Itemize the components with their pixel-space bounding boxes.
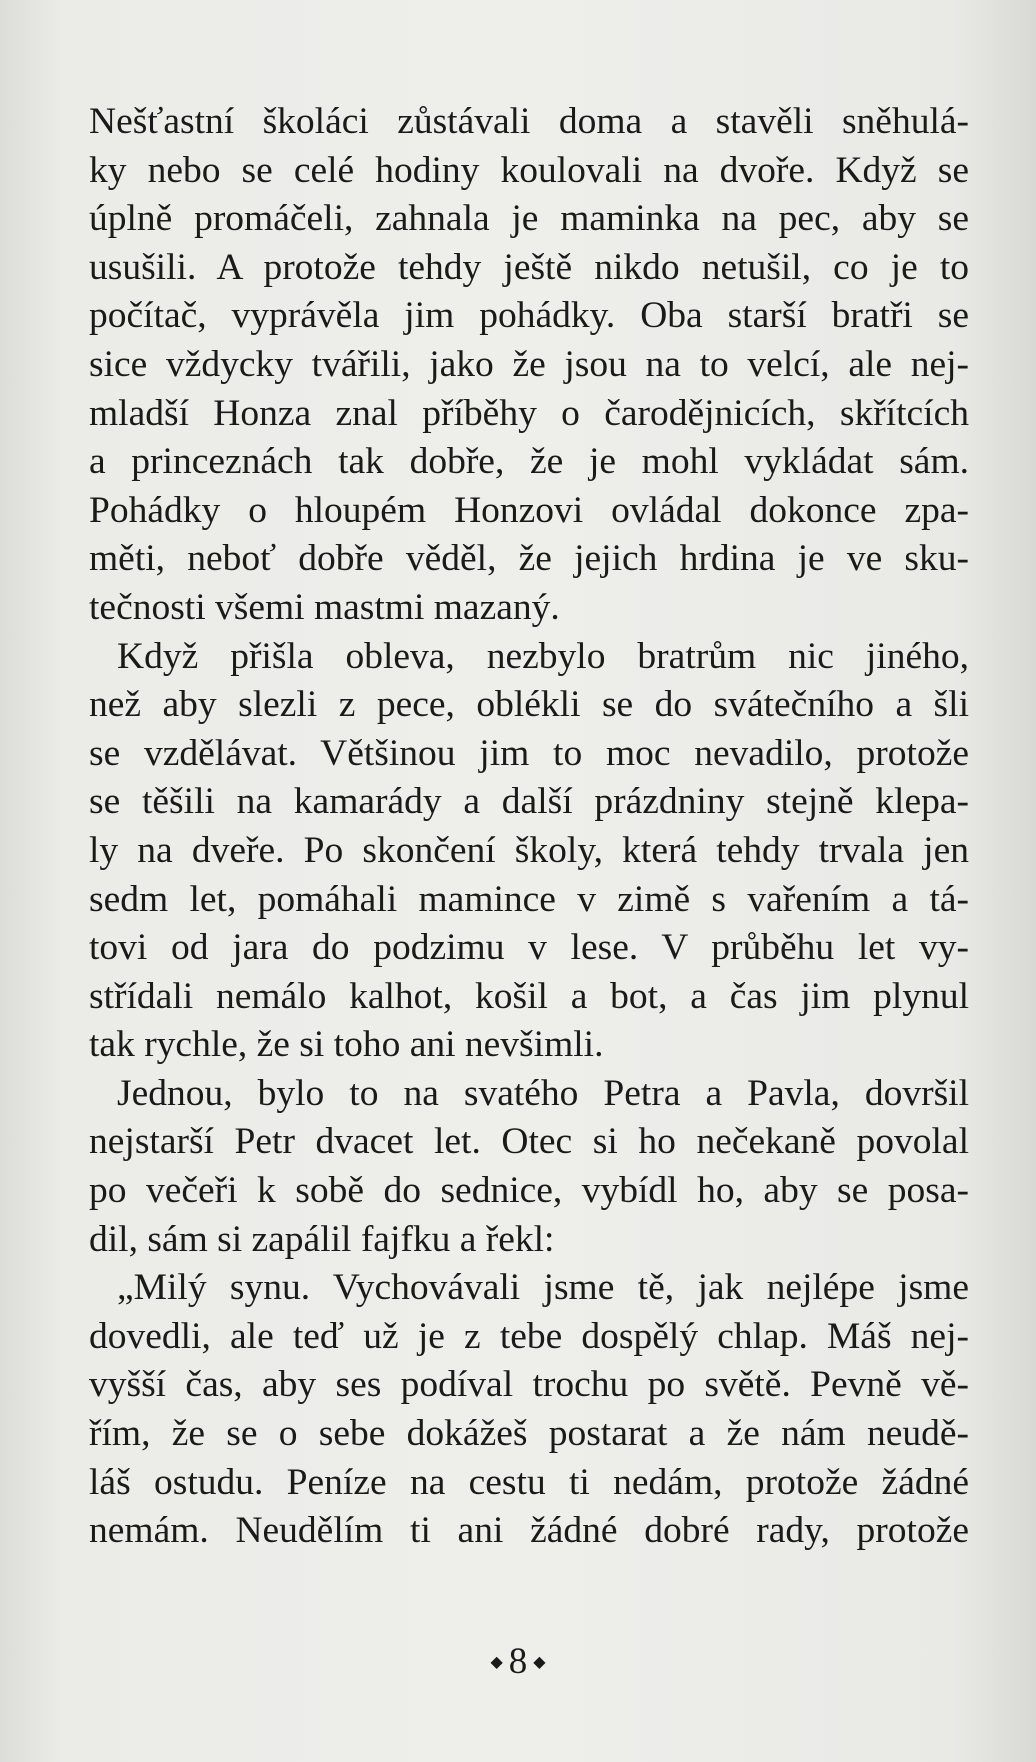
text-line: tečnosti všemi mastmi mazaný.	[89, 586, 560, 628]
text-line: Pohádky o hloupém Honzovi ovládal dokonce zpa-	[89, 489, 969, 531]
page-number	[0, 1640, 1036, 1683]
text-line: se těšili na kamarády a další prázdniny stejně klepa-	[89, 781, 969, 823]
paragraph	[89, 1264, 969, 1556]
text-line: než aby slezli z pece, oblékli se do svátečního a šli	[89, 684, 969, 726]
text-line: Jednou, bylo to na svatého Petra a Pavla, dovršil	[117, 1072, 969, 1114]
paragraph	[89, 1070, 969, 1264]
text-line: ky nebo se celé hodiny koulovali na dvoře. Když se	[89, 149, 969, 191]
paragraph	[89, 98, 969, 633]
page-number-value: 8	[508, 1641, 528, 1682]
text-line: měti, neboť dobře věděl, že jejich hrdina je ve sku-	[89, 538, 969, 580]
text-line: úplně promáčeli, zahnala je maminka na pec, aby se	[89, 198, 969, 240]
text-line: vyšší čas, aby ses podíval trochu po světě. Pevně vě-	[89, 1364, 969, 1406]
diamond-ornament-left-icon: ◆	[490, 1653, 503, 1671]
text-line: ly na dveře. Po skončení školy, která tehdy trvala jen	[89, 829, 969, 871]
text-line: tak rychle, že si toho ani nevšimli.	[89, 1024, 604, 1066]
text-line: usušili. A protože tehdy ještě nikdo netušil, co je to	[89, 246, 969, 288]
text-line: Když přišla obleva, nezbylo bratrům nic jiného,	[117, 635, 969, 677]
text-line: po večeři k sobě do sednice, vybídl ho, aby se posa-	[89, 1170, 969, 1212]
text-line: počítač, vyprávěla jim pohádky. Oba starší bratři se	[89, 295, 969, 337]
text-line: láš ostudu. Peníze na cestu ti nedám, protože žádné	[89, 1461, 969, 1503]
text-line: dil, sám si zapálil fajfku a řekl:	[89, 1218, 555, 1260]
diamond-ornament-right-icon: ◆	[533, 1653, 546, 1671]
text-line: řím, že se o sebe dokážeš postarat a že nám neudě-	[89, 1413, 969, 1455]
text-line: se vzdělávat. Většinou jim to moc nevadilo, protože	[89, 732, 969, 774]
body-text	[89, 98, 969, 1556]
text-line: nejstarší Petr dvacet let. Otec si ho nečekaně povolal	[89, 1121, 969, 1163]
text-line: sice vždycky tvářili, jako že jsou na to velcí, ale nej-	[89, 343, 969, 385]
text-line: mladší Honza znal příběhy o čarodějnicích, skřítcích	[89, 392, 969, 434]
text-line: střídali nemálo kalhot, košil a bot, a čas jim plynul	[89, 975, 969, 1017]
text-line: „Milý synu. Vychovávali jsme tě, jak nejlépe jsme	[117, 1267, 969, 1309]
paragraph	[89, 633, 969, 1070]
text-line: dovedli, ale teď už je z tebe dospělý chlap. Máš nej-	[89, 1315, 969, 1357]
text-line: Nešťastní školáci zůstávali doma a stavěli sněhulá-	[89, 101, 969, 142]
text-line: nemám. Neudělím ti ani žádné dobré rady, protože	[89, 1510, 969, 1552]
text-line: a princeznách tak dobře, že je mohl vykládat sám.	[89, 441, 969, 483]
text-line: tovi od jara do podzimu v lese. V průběhu let vy-	[89, 927, 969, 969]
text-line: sedm let, pomáhali mamince v zimě s vařením a tá-	[89, 878, 969, 920]
